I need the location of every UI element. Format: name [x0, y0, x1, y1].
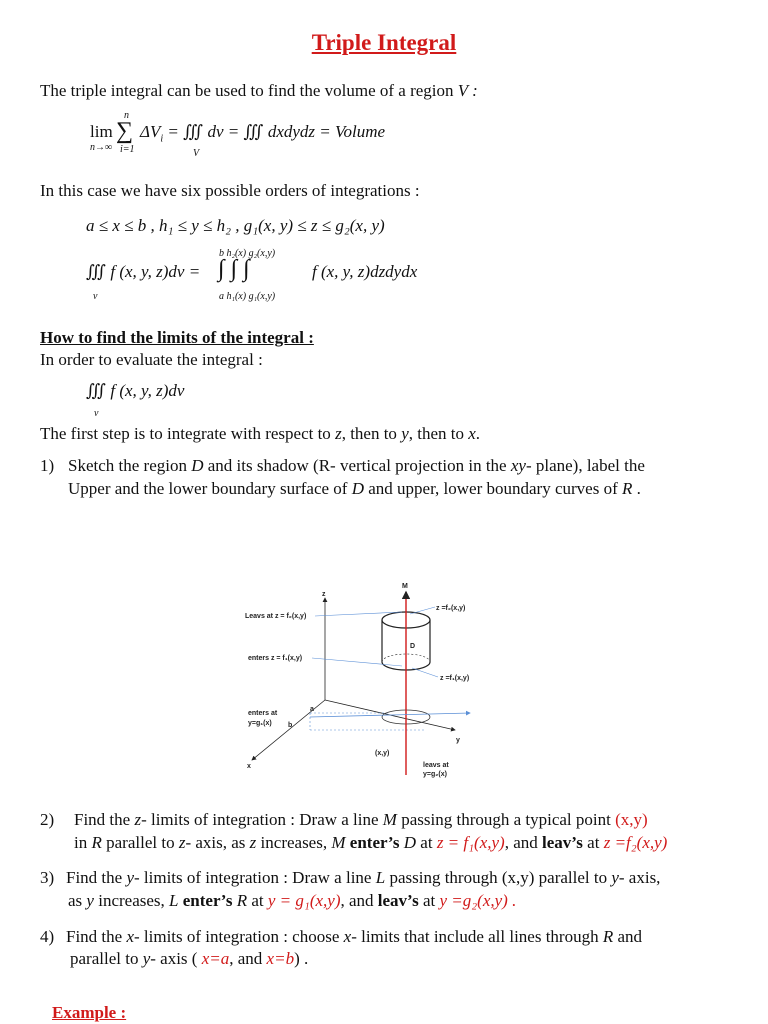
integral-expression: ∭ f (x, y, z)dv: [86, 381, 185, 400]
region-sketch-diagram: [230, 580, 490, 780]
svg-text:enters z = f₁(x,y): enters z = f₁(x,y): [248, 655, 303, 662]
svg-text:z: z: [322, 591, 326, 598]
svg-text:M: M: [402, 583, 408, 590]
bounds-expression: a ≤ x ≤ b , h₁ ≤ y ≤ h₂ , g₁(x, y) ≤ z ≤ g₂(x, y): [86, 216, 385, 235]
svg-text:z =f₂(x,y): z =f₂(x,y): [436, 605, 466, 612]
svg-text:enters at: enters at: [248, 710, 278, 717]
example-heading: Example :: [52, 1003, 127, 1022]
svg-text:y=g₂(x): y=g₂(x): [423, 771, 447, 778]
svg-text:a: a: [310, 706, 314, 713]
svg-text:Leavs at z = f₂(x,y): Leavs at z = f₂(x,y): [245, 613, 307, 620]
orders-text: In this case we have six possible orders of integrations :: [40, 181, 420, 200]
svg-text:y=g₁(x): y=g₁(x): [248, 720, 272, 727]
svg-text:D: D: [410, 643, 416, 650]
svg-text:z =f₁(x,y): z =f₁(x,y): [440, 675, 470, 682]
svg-text:y: y: [456, 737, 460, 744]
svg-text:b: b: [288, 722, 293, 729]
first-step-text: The first step is to integrate with respect to z, then to y, then to x.: [40, 424, 481, 443]
evaluate-text: In order to evaluate the integral :: [40, 350, 263, 369]
page-title: Triple Integral: [311, 30, 457, 55]
svg-text:leavs at: leavs at: [423, 762, 449, 769]
document-page: Triple Integral The triple integral can be used to find the volume of a region V : lim n→∞ n ∑ i=1 $\Delta V_i$ = ∭ dv = ∭ dxdydz = Volume V In this case we have six possible orders of integrations : a ≤ x ≤ b , h₁ ≤ y ≤ h₂ , g₁(x, y) ≤ z ≤ g₂(x, y) b h₂(x) g₂(x,y) ∭ f (x, y, z)dv = ∫ ∫ ∫ f (x, y, z)dzdydx v a h₁(x) g₁(x,y) How to find the limits of the integral : In order to evaluate the integral : ∭ f (x, y, z)dv v The first step is to integrate with respect to z, then to y, then to x. 1) Sketch the region D and its shadow (R- vertical projection in the xy- plane), label the Upper and the lower boundary surface of D and upper, lower boundary curves of R . z y x a b D M (x,y) Leavs at z = f₂(x,y) enters z = f₁(x,y) enters at y=g₁(x) z =f₂(x,y) z =f₁(x,y) leavs at y=g₂(x) 2) Find the z- limits of integration : Draw a line M passing through a typical point (x,y) in R parallel to z- axis, as z increases, M enter’s D at z = f₁(x,y), and leav’s at z =f₂(x,y) 3) Find the y- limits of integration : Draw a line L passing through (x,y) parallel to y- axis, as y increases, L enter’s R at y = g₁(x,y), and leav’s at y =g₂(x,y) . 4) Find the x- limits of integration : choose x- limits that include all lines through R and parallel to y- axis ( x=a, and x=b) . Example :: [0, 0, 768, 1024]
limits-heading: How to find the limits of the integral :: [40, 328, 314, 347]
intro-text: The triple integral can be used to find the volume of a region V :: [40, 81, 478, 100]
line-l: [310, 713, 470, 717]
svg-text:(x,y): (x,y): [375, 750, 390, 757]
svg-text:x: x: [247, 763, 251, 770]
